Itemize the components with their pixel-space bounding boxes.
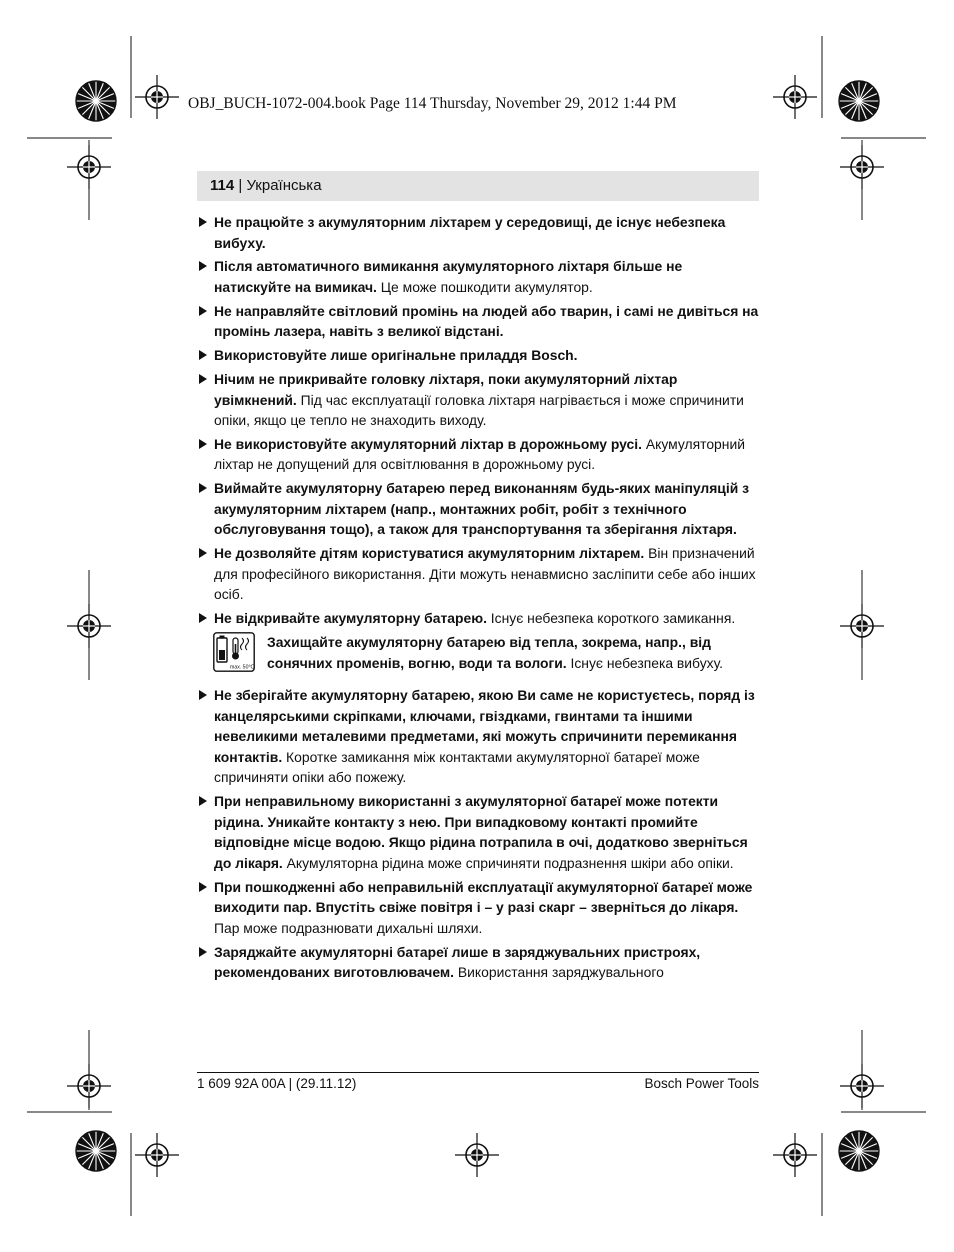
battery-heat-warning-icon	[213, 632, 255, 672]
list-item	[197, 301, 759, 342]
footer-brand: Bosch Power Tools	[644, 1076, 759, 1091]
item-bold: Не направляйте світловий промінь на людей або тварин, і самі не дивіться на промінь лазера, навіть з великої відстані.	[214, 302, 759, 340]
item-bold: Нічим не прикривайте головку ліхтаря, поки акумуляторний ліхтар увімкнений.	[214, 370, 678, 408]
bullet-triangle-icon	[199, 350, 207, 360]
page-number: 114	[210, 177, 235, 194]
item-bold: Не дозволяйте дітям користуватися акумуляторним ліхтарем.	[214, 545, 645, 562]
list-item	[197, 434, 759, 475]
footer-doc-number: 1 609 92A 00A | (29.11.12)	[197, 1076, 357, 1091]
icon-temperature-label: max. 50°C	[230, 664, 255, 671]
item-bold: Після автоматичного вимикання акумуляторного ліхтаря більше не натискуйте на вимикач.	[214, 258, 683, 295]
bullet-triangle-icon	[199, 548, 207, 558]
header-language: Українська	[246, 177, 322, 194]
item-bold: Використовуйте лише оригінальне приладдя Bosch.	[214, 347, 578, 364]
bullet-triangle-icon	[199, 796, 207, 806]
bullet-triangle-icon	[199, 261, 207, 271]
bullet-triangle-icon	[199, 947, 207, 957]
footer-rule	[197, 1072, 759, 1073]
warning-bold: Захищайте акумуляторну батарею від тепла, зокрема, напр., від сонячних променів, вогню, води та вологи.	[267, 633, 711, 671]
warning-text: Існує небезпека вибуху.	[566, 654, 724, 671]
item-bold: При неправильному використанні з акумуляторної батареї може потекти рідина. Уникайте контакту з нею. При випадковому контакті промийте відповідне місце водою. Якщо рідина потрапила в очі, додатково зверніться до лікаря.	[214, 793, 748, 871]
item-text: Це може пошкодити акумулятор.	[376, 278, 593, 295]
item-text: Використання заряджувального	[454, 964, 664, 981]
item-text: Пар може подразнювати дихальні шляхи.	[214, 919, 483, 936]
bullet-triangle-icon	[199, 374, 207, 384]
item-text: Коротке замикання між контактами акумуляторної батареї може спричиняти опіки або пожежу.	[214, 748, 700, 786]
list-item	[197, 345, 759, 366]
list-item	[197, 256, 759, 297]
safety-instructions	[197, 212, 759, 986]
item-bold: Виймайте акумуляторну батарею перед виконанням будь-яких маніпуляцій з акумуляторним ліхтарем (напр., монтажних робіт, робіт з технічного обслуговування тощо), а також для транспортування та зберігання ліхтаря.	[214, 480, 750, 538]
list-item	[197, 543, 759, 605]
item-bold: Не працюйте з акумуляторним ліхтарем у середовищі, де існує небезпека вибуху.	[214, 214, 726, 251]
list-item	[197, 791, 759, 873]
bullet-triangle-icon	[199, 483, 207, 493]
list-item	[197, 877, 759, 939]
list-item	[197, 685, 759, 788]
print-slug: OBJ_BUCH-1072-004.book Page 114 Thursday, November 29, 2012 1:44 PM	[188, 95, 677, 112]
heat-warning	[197, 632, 759, 678]
item-text: Акумуляторна рідина може спричиняти подразнення шкіри або опіки.	[282, 854, 734, 871]
bullet-triangle-icon	[199, 439, 207, 449]
header-separator: |	[234, 177, 247, 194]
list-item	[197, 478, 759, 540]
item-bold: При пошкодженні або неправильній експлуатації акумуляторної батареї може виходити пар. Впустіть свіже повітря і – у разі скарг – зверніться до лікаря.	[214, 878, 753, 916]
bullet-triangle-icon	[199, 882, 207, 892]
list-item	[197, 942, 759, 983]
list-item	[197, 608, 759, 629]
bullet-triangle-icon	[199, 690, 207, 700]
item-text: Акумуляторний ліхтар не допущений для освітлювання в дорожньому русі.	[214, 435, 745, 473]
item-text: Існує небезпека короткого замикання.	[486, 610, 736, 627]
list-item	[197, 369, 759, 431]
item-text: Під час експлуатації головка ліхтаря нагрівається і може спричинити опіки, якщо це тепло не знаходить виходу.	[214, 391, 744, 429]
bullet-triangle-icon	[199, 613, 207, 623]
item-bold: Не зберігайте акумуляторну батарею, якою Ви саме не користуєтесь, поряд із канцелярськими скріпками, ключами, гвіздками, гвинтами та іншими невеликими металевими предметами, які можуть спричинити перемикання контактів.	[214, 686, 755, 765]
item-bold: Заряджайте акумуляторні батареї лише в заряджувальних пристроях, рекомендованих виготовлювачем.	[214, 943, 701, 981]
bullet-triangle-icon	[199, 217, 207, 227]
bullet-triangle-icon	[199, 306, 207, 316]
item-text: Він призначений для професійного використання. Діти можуть ненавмисно засліпити себе або інших осіб.	[214, 545, 756, 603]
item-bold: Не відкривайте акумуляторну батарею.	[214, 610, 487, 627]
page-header	[210, 177, 322, 194]
list-item	[197, 212, 759, 253]
item-bold: Не використовуйте акумуляторний ліхтар в дорожньому русі.	[214, 435, 642, 452]
